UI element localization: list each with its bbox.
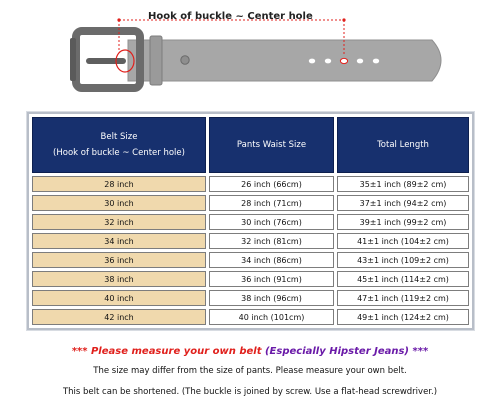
header-total-length: Total Length: [337, 117, 469, 173]
cell-pants-waist: 34 inch (86cm): [209, 252, 334, 268]
cell-total-length: 41±1 inch (104±2 cm): [337, 233, 469, 249]
cell-belt-size: 34 inch: [32, 233, 206, 249]
cell-total-length: 45±1 inch (114±2 cm): [337, 271, 469, 287]
header-belt-size-title: Belt Size: [100, 132, 138, 142]
measure-note-suffix: ***: [409, 346, 429, 357]
table-row: [32, 309, 469, 325]
cell-belt-size: 28 inch: [32, 176, 206, 192]
cell-belt-size: 32 inch: [32, 214, 206, 230]
table-row: [32, 195, 469, 211]
table-row: [32, 271, 469, 287]
cell-pants-waist: 26 inch (66cm): [209, 176, 334, 192]
measure-note-prefix: *** Please measure your own belt: [71, 346, 265, 357]
cell-pants-waist: 38 inch (96cm): [209, 290, 334, 306]
callout-label: Hook of buckle ~ Center hole: [148, 11, 313, 22]
measure-note: [0, 346, 500, 357]
table-row: [32, 290, 469, 306]
cell-belt-size: 36 inch: [32, 252, 206, 268]
cell-belt-size: 38 inch: [32, 271, 206, 287]
table-row: [32, 214, 469, 230]
cell-belt-size: 30 inch: [32, 195, 206, 211]
size-table: [27, 112, 474, 330]
shorten-note: This belt can be shortened. (The buckle is joined by screw. Use a flat-head screwdriver.): [62, 387, 438, 397]
cell-pants-waist: 36 inch (91cm): [209, 271, 334, 287]
table-row: [32, 252, 469, 268]
cell-pants-waist: 40 inch (101cm): [209, 309, 334, 325]
cell-total-length: 49±1 inch (124±2 cm): [337, 309, 469, 325]
measure-note-highlight: (Especially Hipster Jeans): [264, 346, 409, 357]
cell-total-length: 39±1 inch (99±2 cm): [337, 214, 469, 230]
belt-keeper: [150, 36, 162, 85]
header-belt-size-sub: (Hook of buckle ~ Center hole): [53, 148, 185, 158]
cell-belt-size: 40 inch: [32, 290, 206, 306]
cell-belt-size: 42 inch: [32, 309, 206, 325]
cell-total-length: 43±1 inch (109±2 cm): [337, 252, 469, 268]
cell-total-length: 47±1 inch (119±2 cm): [337, 290, 469, 306]
header-pants-waist: Pants Waist Size: [209, 117, 334, 173]
cell-pants-waist: 32 inch (81cm): [209, 233, 334, 249]
header-belt-size: [32, 117, 206, 173]
table-header-row: [32, 117, 469, 173]
table-row: [32, 233, 469, 249]
cell-total-length: 35±1 inch (89±2 cm): [337, 176, 469, 192]
cell-pants-waist: 28 inch (71cm): [209, 195, 334, 211]
size-note: The size may differ from the size of pants. Please measure your own belt.: [93, 366, 407, 376]
cell-pants-waist: 30 inch (76cm): [209, 214, 334, 230]
table-row: [32, 176, 469, 192]
belt-strap: [128, 40, 441, 81]
cell-total-length: 37±1 inch (94±2 cm): [337, 195, 469, 211]
